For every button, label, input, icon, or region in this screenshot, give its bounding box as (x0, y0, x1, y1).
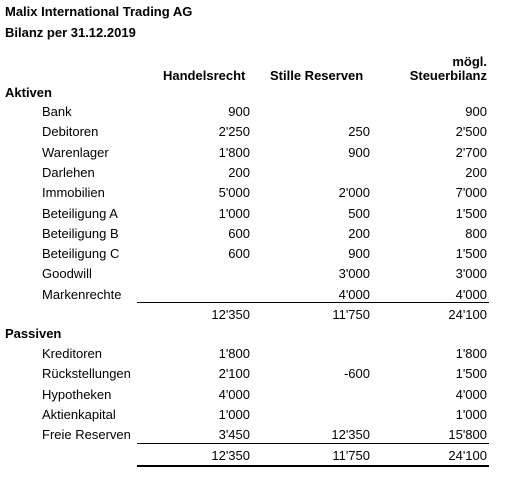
aktiven-row-steuerbilanz: 1'500 (455, 206, 487, 221)
company-name: Malix International Trading AG (5, 4, 193, 19)
aktiven-row-handelsrecht: 900 (228, 104, 250, 119)
aktiven-row-stille-reserven: 200 (348, 226, 370, 241)
aktiven-row-steuerbilanz: 200 (465, 165, 487, 180)
aktiven-row-handelsrecht: 1'800 (218, 145, 250, 160)
aktiven-row-steuerbilanz: 800 (465, 226, 487, 241)
aktiven-row-steuerbilanz: 3'000 (455, 266, 487, 281)
aktiven-row-handelsrecht: 5'000 (218, 185, 250, 200)
column-header-steuerbilanz-line2: Steuerbilanz (409, 68, 487, 83)
aktiven-row-handelsrecht: 600 (228, 226, 250, 241)
aktiven-row-label: Markenrechte (42, 287, 122, 302)
passiven-row-handelsrecht: 2'100 (218, 366, 250, 381)
aktiven-subtotal-line (137, 302, 489, 303)
aktiven-row-stille-reserven: 900 (348, 145, 370, 160)
passiven-row-label: Rückstellungen (42, 366, 131, 381)
passiven-subtotal-line (137, 443, 489, 444)
aktiven-row-label: Warenlager (42, 145, 109, 160)
aktiven-row-label: Debitoren (42, 124, 99, 139)
passiven-total-steuerbilanz: 24'100 (448, 448, 487, 463)
passiven-row-steuerbilanz: 15'800 (448, 427, 487, 442)
passiven-row-label: Kreditoren (42, 346, 102, 361)
aktiven-total-handelsrecht: 12'350 (211, 307, 250, 322)
aktiven-row-handelsrecht: 600 (228, 246, 250, 261)
passiven-row-stille-reserven: 12'350 (331, 427, 370, 442)
column-header-stille-reserven: Stille Reserven (270, 68, 364, 83)
passiven-row-handelsrecht: 1'000 (218, 407, 250, 422)
aktiven-row-label: Beteiligung C (42, 246, 120, 261)
passiven-row-stille-reserven: -600 (343, 366, 370, 381)
aktiven-row-stille-reserven: 2'000 (338, 185, 370, 200)
passiven-row-steuerbilanz: 1'800 (455, 346, 487, 361)
passiven-row-steuerbilanz: 1'000 (455, 407, 487, 422)
passiven-row-handelsrecht: 1'800 (218, 346, 250, 361)
aktiven-row-steuerbilanz: 4'000 (455, 287, 487, 302)
passiven-total-handelsrecht: 12'350 (211, 448, 250, 463)
aktiven-row-label: Bank (42, 104, 72, 119)
aktiven-row-stille-reserven: 900 (348, 246, 370, 261)
aktiven-row-steuerbilanz: 7'000 (455, 185, 487, 200)
passiven-row-handelsrecht: 4'000 (218, 387, 250, 402)
passiven-row-handelsrecht: 3'450 (218, 427, 250, 442)
aktiven-row-steuerbilanz: 2'500 (455, 124, 487, 139)
passiven-row-label: Freie Reserven (42, 427, 131, 442)
passiven-heading: Passiven (5, 326, 62, 341)
aktiven-row-stille-reserven: 4'000 (338, 287, 370, 302)
aktiven-row-steuerbilanz: 1'500 (455, 246, 487, 261)
passiven-row-steuerbilanz: 4'000 (455, 387, 487, 402)
aktiven-row-handelsrecht: 1'000 (218, 206, 250, 221)
passiven-double-underline (137, 465, 489, 467)
passiven-total-stille-reserven: 11'750 (332, 448, 370, 463)
aktiven-total-stille-reserven: 11'750 (332, 307, 370, 322)
aktiven-row-label: Darlehen (42, 165, 95, 180)
aktiven-row-stille-reserven: 500 (348, 206, 370, 221)
passiven-row-steuerbilanz: 1'500 (455, 366, 487, 381)
aktiven-row-stille-reserven: 250 (348, 124, 370, 139)
column-header-handelsrecht: Handelsrecht (163, 68, 246, 83)
aktiven-row-label: Goodwill (42, 266, 92, 281)
aktiven-row-label: Immobilien (42, 185, 105, 200)
aktiven-row-steuerbilanz: 2'700 (455, 145, 487, 160)
aktiven-row-stille-reserven: 3'000 (338, 266, 370, 281)
aktiven-total-steuerbilanz: 24'100 (448, 307, 487, 322)
passiven-row-label: Hypotheken (42, 387, 112, 402)
aktiven-row-label: Beteiligung B (42, 226, 119, 241)
passiven-row-label: Aktienkapital (42, 407, 116, 422)
aktiven-row-steuerbilanz: 900 (465, 104, 487, 119)
column-header-steuerbilanz-line1: mögl. (452, 54, 487, 69)
aktiven-row-handelsrecht: 2'250 (218, 124, 250, 139)
report-subtitle: Bilanz per 31.12.2019 (5, 25, 136, 40)
aktiven-heading: Aktiven (5, 85, 52, 100)
aktiven-row-handelsrecht: 200 (228, 165, 250, 180)
aktiven-row-label: Beteiligung A (42, 206, 118, 221)
